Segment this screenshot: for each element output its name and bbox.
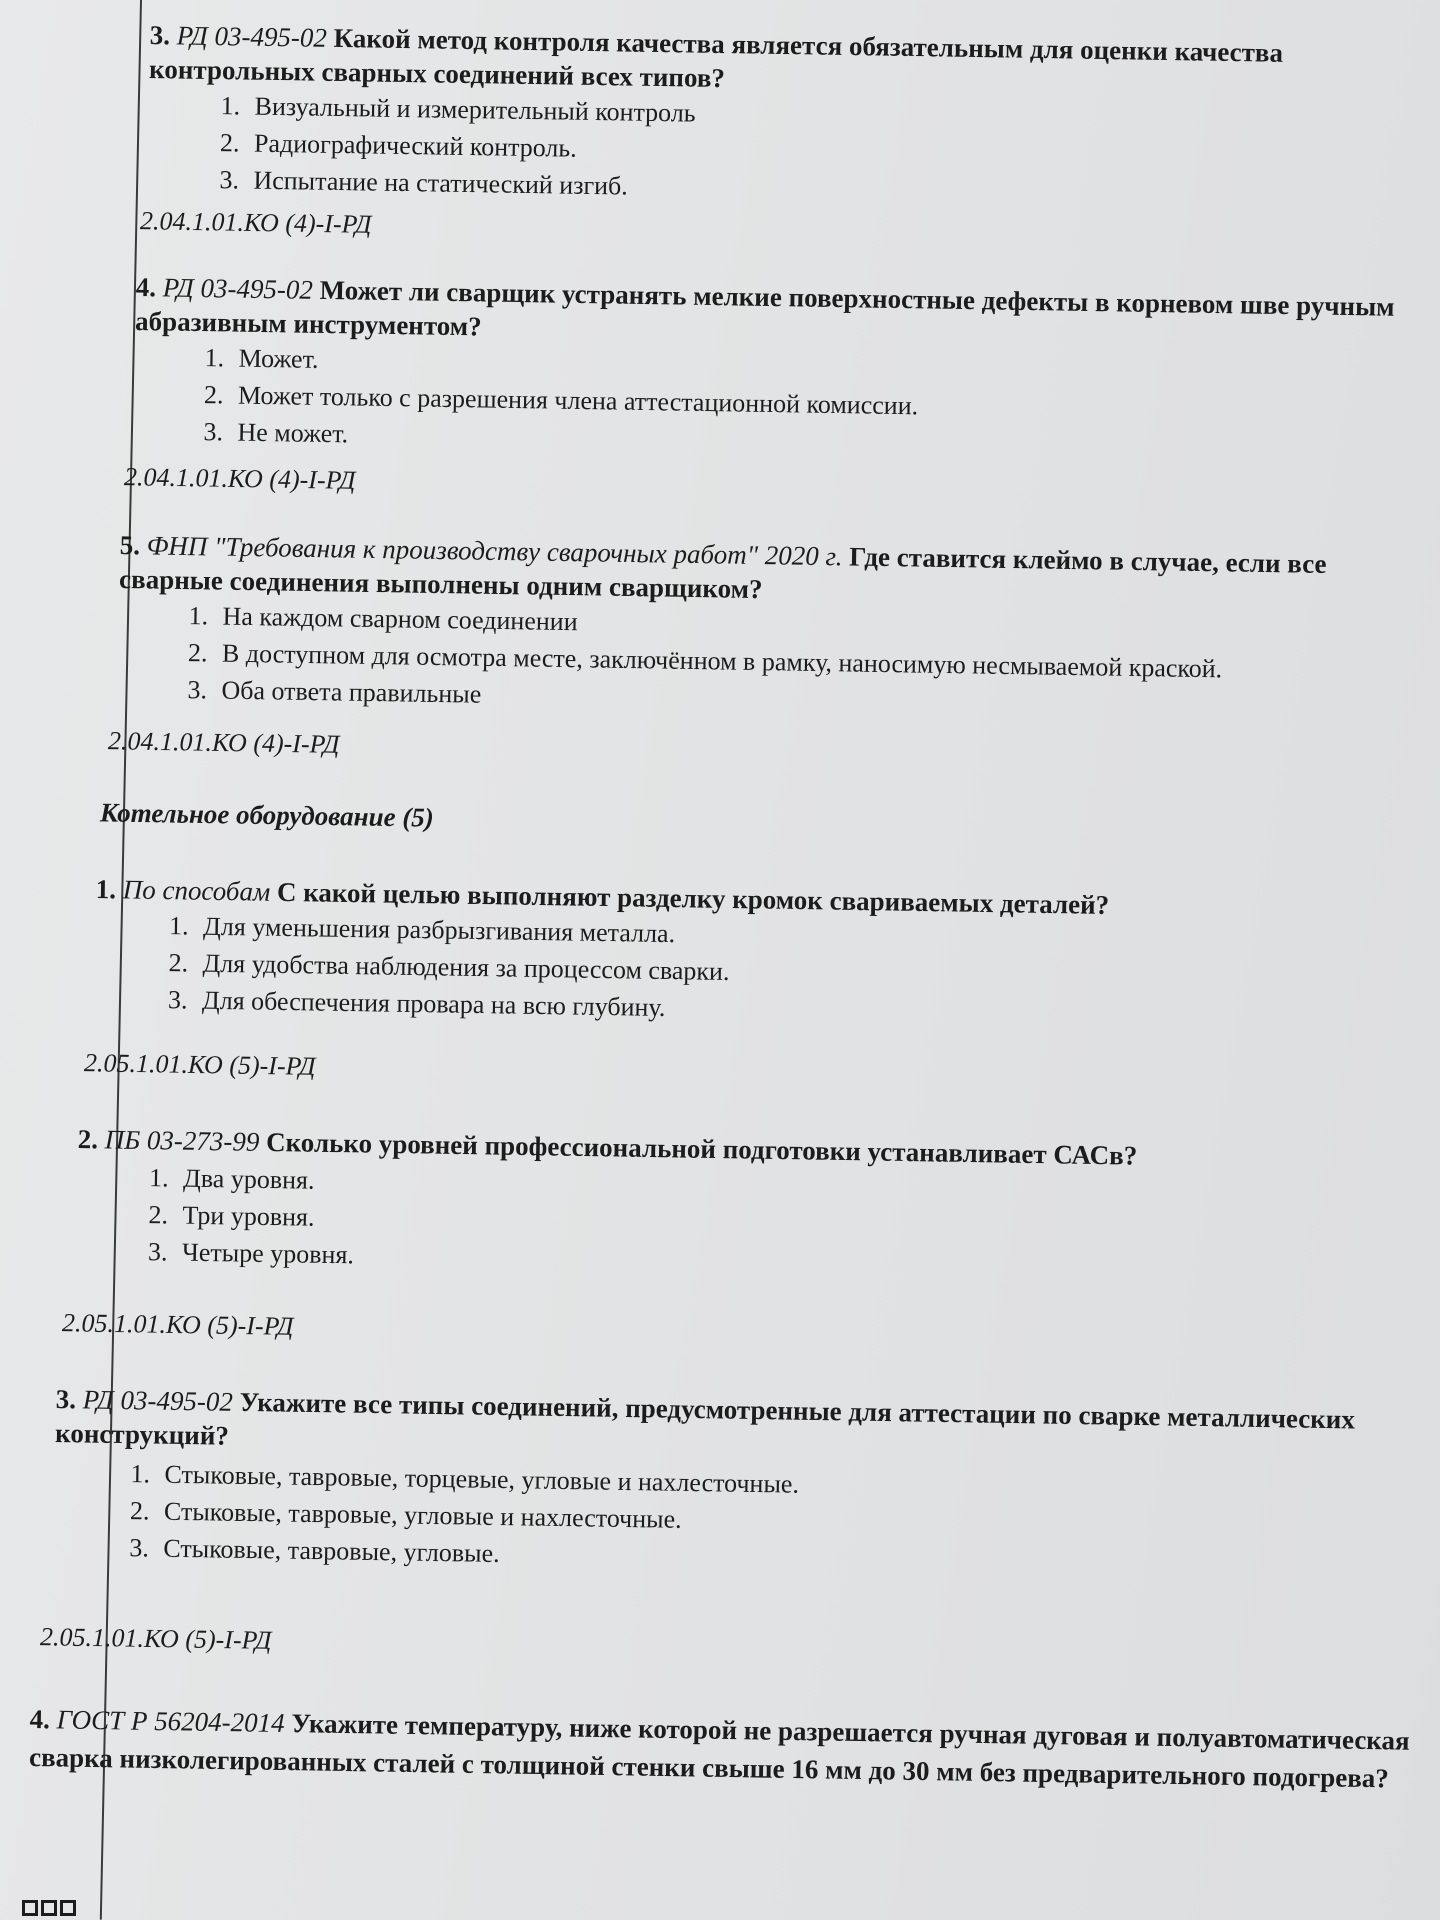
question-number: 5.	[119, 529, 141, 561]
answer-options	[168, 907, 1396, 1037]
question-block	[76, 1122, 1398, 1290]
answer-option: 2. Радиографический контроль.	[219, 128, 578, 163]
answer-option: 2. Стыковые, тавровые, угловые и нахлесточные.	[129, 1496, 682, 1534]
answer-option: 3. Испытание на статический изгиб.	[219, 165, 629, 201]
question-number: 4.	[29, 1703, 51, 1735]
question-number: 3.	[55, 1383, 77, 1415]
qr-mark-icon	[22, 1900, 80, 1916]
question-block	[133, 270, 1406, 469]
question-number: 1.	[95, 873, 117, 905]
question-block	[53, 1382, 1386, 1586]
question-source: По способам	[122, 874, 271, 907]
answer-option: 1. Визуальный и измерительный контроль	[220, 91, 696, 128]
answer-option: 1. Для уменьшения разбрызгивания металла.	[168, 911, 676, 949]
question-number: 4.	[135, 271, 157, 303]
answer-options	[219, 87, 1389, 216]
question-code: 2.04.1.01.КО (4)-I-РД	[123, 462, 356, 495]
answer-options	[148, 1159, 1398, 1290]
question-source: ГОСТ Р 56204-2014	[56, 1704, 285, 1739]
answer-option: 3. Стыковые, тавровые, угловые.	[129, 1533, 500, 1568]
answer-option: 3. Четыре уровня.	[147, 1237, 355, 1270]
question-code: 2.05.1.01.КО (5)-I-РД	[39, 1622, 272, 1655]
question-block	[94, 872, 1396, 1037]
answer-option: 2. Три уровня.	[148, 1200, 315, 1232]
question-body: Может ли сварщик устранять мелкие поверхностные дефекты в корневом шве ручным абразивным инструментом?	[134, 274, 1395, 342]
question-body: С какой целью выполняют разделку кромок свариваемых деталей?	[276, 876, 1110, 920]
answer-options	[203, 339, 1405, 469]
section-title: Котельное оборудование (5)	[99, 797, 435, 833]
answer-option: 1. На каждом сварном соединении	[188, 601, 578, 637]
answer-option: 1. Стыковые, тавровые, торцевые, угловые и нахлесточные.	[130, 1459, 800, 1499]
question-body: Какой метод контроля качества является обязательным для оценки качества контрольных сварных соединений всех типов?	[148, 22, 1284, 94]
question-source: РД 03-495-02	[176, 20, 328, 53]
question-block	[147, 18, 1390, 216]
answer-option: 2. В доступном для осмотра месте, заключённом в рамку, наносимую несмываемой краской.	[187, 638, 1223, 684]
question-code: 2.04.1.01.КО (4)-I-РД	[107, 726, 340, 759]
question-body: Сколько уровней профессиональной подготовки устанавливает САСв?	[265, 1126, 1138, 1171]
question-source: РД 03-495-02	[82, 1384, 234, 1417]
question-number: 2.	[77, 1123, 99, 1155]
question-code: 2.05.1.01.КО (5)-I-РД	[61, 1308, 294, 1341]
question-block	[29, 1700, 1420, 1798]
question-body: Где ставится клеймо в случае, если все сварные соединения выполнены одним сварщиком?	[118, 541, 1327, 605]
question-code: 2.05.1.01.КО (5)-I-РД	[83, 1048, 316, 1081]
question-block	[117, 528, 1430, 728]
question-source: РД 03-495-02	[162, 272, 314, 305]
answer-option: 1. Может.	[204, 343, 319, 374]
question-number: 3.	[149, 19, 171, 51]
answer-option: 3. Не может.	[203, 417, 349, 449]
question-text	[29, 1700, 1420, 1798]
answer-options	[129, 1455, 1385, 1586]
question-code: 2.04.1.01.КО (4)-I-РД	[139, 206, 372, 239]
answer-option: 3. Для обеспечения провара на всю глубину.	[167, 985, 666, 1022]
answer-option: 3. Оба ответа правильные	[187, 675, 482, 709]
answer-option: 2. Для удобства наблюдения за процессом сварки.	[168, 948, 730, 986]
answer-option: 2. Может только с разрешения члена аттестационной комиссии.	[203, 380, 919, 421]
answer-options	[187, 597, 1429, 727]
answer-option: 1. Два уровня.	[148, 1163, 315, 1195]
question-source: ФНП "Требования к производству сварочных работ" 2020 г.	[146, 530, 843, 572]
question-body: Укажите температуру, ниже которой не разрешается ручная дуговая и полуавтоматическая сварка низколегированных сталей с толщиной стенки свыше 16 мм до 30 мм без предварительного подогрева?	[28, 1708, 1410, 1794]
question-source: ПБ 03-273-99	[104, 1124, 260, 1157]
question-body: Укажите все типы соединений, предусмотренные для аттестации по сварке металлических конструкций?	[54, 1386, 1356, 1451]
